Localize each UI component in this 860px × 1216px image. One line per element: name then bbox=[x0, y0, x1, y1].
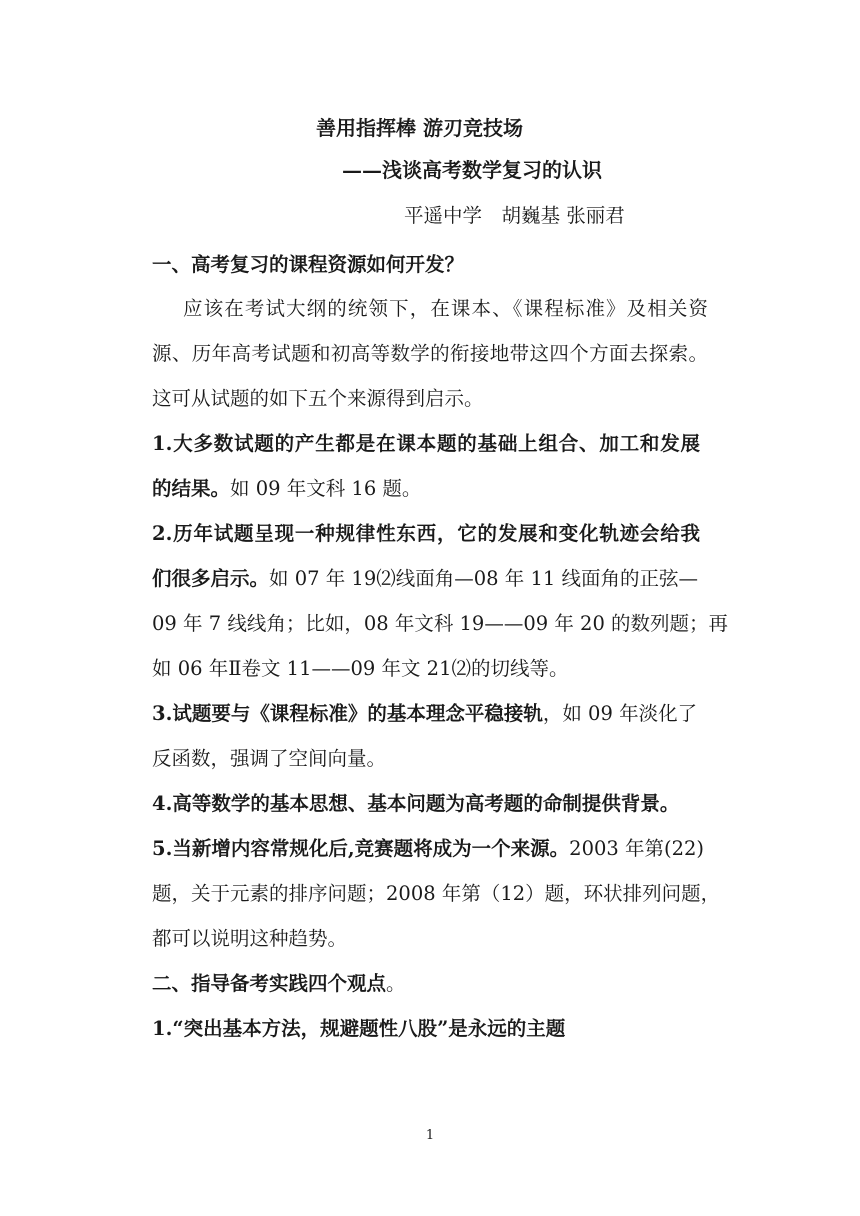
item4-line-1: 4.高等数学的基本思想、基本问题为高考题的命制提供背景。 bbox=[152, 792, 680, 815]
item5-line-1 bbox=[152, 836, 704, 862]
point1-heading: 1.“突出基本方法，规避题性八股”是永远的主题 bbox=[152, 1017, 566, 1040]
item3-normal-part: ，如 09 年淡化了 bbox=[542, 702, 698, 725]
item2-example: 如 07 年 19⑵线面角—08 年 11 线面角的正弦— bbox=[269, 567, 698, 590]
item5-line-3: 都可以说明这种趋势。 bbox=[152, 927, 348, 950]
section2-heading bbox=[152, 971, 406, 997]
item1-line-2 bbox=[152, 476, 421, 502]
item1-line-1: 1.大多数试题的产生都是在课本题的基础上组合、加工和发展 bbox=[152, 432, 700, 455]
item3-line-1 bbox=[152, 701, 697, 727]
document-authors: 平遥中学 胡巍基 张丽君 bbox=[404, 204, 625, 227]
document-title: 善用指挥棒 游刃竞技场 bbox=[316, 116, 523, 140]
item5-line-2: 题，关于元素的排序问题；2008 年第（12）题，环状排列问题， bbox=[152, 882, 721, 905]
item2-line-2 bbox=[152, 566, 698, 592]
item1-example: 如 09 年文科 16 题。 bbox=[230, 477, 422, 500]
section2-heading-tail: 。 bbox=[386, 972, 406, 995]
item3-bold-part: 3.试题要与《课程标准》的基本理念平稳接轨 bbox=[152, 702, 543, 725]
page-number: 1 bbox=[425, 1128, 435, 1143]
intro-line-3: 这可从试题的如下五个来源得到启示。 bbox=[152, 387, 484, 410]
item5-bold-part: 5.当新增内容常规化后,竞赛题将成为一个来源。 bbox=[152, 837, 570, 860]
intro-line-1: 应该在考试大纲的统领下，在课本、《课程标准》及相关资 bbox=[183, 297, 708, 320]
item5-normal-part: 2003 年第(22) bbox=[569, 837, 705, 860]
section2-heading-text: 二、指导备考实践四个观点 bbox=[152, 972, 387, 995]
item2-bold-tail: 们很多启示。 bbox=[152, 567, 270, 590]
item2-line-3: 09 年 7 线线角；比如，08 年文科 19——09 年 20 的数列题；再 bbox=[152, 612, 729, 635]
item1-bold-tail: 的结果。 bbox=[152, 477, 231, 500]
item2-line-1: 2.历年试题呈现一种规律性东西，它的发展和变化轨迹会给我 bbox=[152, 522, 700, 545]
intro-line-2: 源、历年高考试题和初高等数学的衔接地带这四个方面去探索。 bbox=[152, 342, 708, 365]
item2-line-4: 如 06 年Ⅱ卷文 11——09 年文 21⑵的切线等。 bbox=[152, 657, 569, 680]
section1-heading: 一、高考复习的课程资源如何开发？ bbox=[152, 253, 465, 276]
document-subtitle: ——浅谈高考数学复习的认识 bbox=[342, 158, 602, 182]
item3-line-2: 反函数，强调了空间向量。 bbox=[152, 747, 387, 770]
